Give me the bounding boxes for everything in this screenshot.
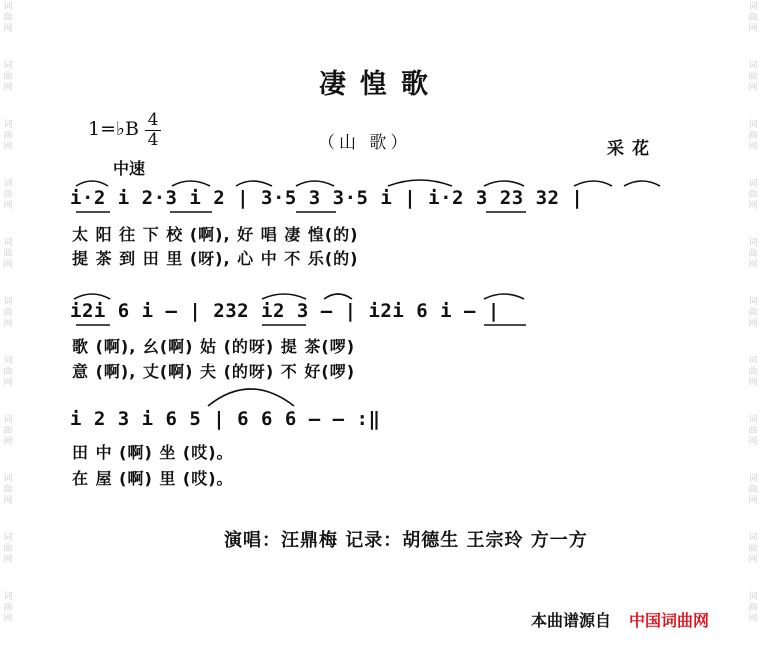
watermark-char: 词 bbox=[748, 592, 758, 602]
watermark-char: 词 bbox=[3, 592, 13, 602]
watermark-char: 词 bbox=[748, 297, 758, 307]
watermark-char: 网 bbox=[3, 260, 13, 270]
genre-label: （山 歌） bbox=[318, 133, 412, 153]
notation-line-1: i·2 i 2·3 i 2 | 3·5 3 3·5 i | i·2 3 23 32 | bbox=[70, 187, 584, 209]
watermark-char: 网 bbox=[748, 24, 758, 34]
notation-line-2: i2i 6 i – | 232 i2 3 – | i2i 6 i – | bbox=[70, 300, 500, 322]
lyric-line-3-verse-2: 在 屋 (啊) 里 (哎)。 bbox=[72, 469, 234, 488]
lyric-line-3-verse-1: 田 中 (啊) 坐 (哎)。 bbox=[72, 443, 234, 462]
watermark-char: 网 bbox=[3, 319, 13, 329]
watermark-char: 曲 bbox=[3, 190, 13, 200]
watermark-char: 曲 bbox=[3, 13, 13, 23]
collector-label: 采花 bbox=[607, 139, 657, 159]
watermark-char: 曲 bbox=[3, 426, 13, 436]
notation-line-3: i 2 3 i 6 5 | 6 6 6 – – :‖ bbox=[70, 408, 381, 430]
watermark-char: 网 bbox=[748, 260, 758, 270]
watermark-char: 网 bbox=[3, 437, 13, 447]
source-site-link[interactable]: 中国词曲网 bbox=[629, 611, 710, 630]
watermark-char: 曲 bbox=[3, 131, 13, 141]
watermark-char: 网 bbox=[748, 555, 758, 565]
key-signature: 1=♭B bbox=[88, 118, 139, 140]
watermark-char: 曲 bbox=[748, 190, 758, 200]
watermark-char: 曲 bbox=[748, 367, 758, 377]
performer-credits: 演唱：汪鼎梅 记录：胡德生 王宗玲 方一方 bbox=[224, 530, 588, 551]
watermark-char: 网 bbox=[3, 24, 13, 34]
watermark-char: 曲 bbox=[748, 544, 758, 554]
lyric-line-1-verse-1: 太 阳 往 下 校 (啊), 好 唱 凄 惶(的) bbox=[72, 225, 359, 244]
watermark-char: 网 bbox=[3, 83, 13, 93]
watermark-char: 网 bbox=[748, 319, 758, 329]
watermark-char: 词 bbox=[748, 179, 758, 189]
watermark-char: 曲 bbox=[3, 544, 13, 554]
lyric-line-1-verse-2: 提 茶 到 田 里 (呀), 心 中 不 乐(的) bbox=[72, 249, 359, 268]
watermark-char: 词 bbox=[3, 120, 13, 130]
watermark-char: 网 bbox=[748, 614, 758, 624]
watermark-char: 词 bbox=[748, 356, 758, 366]
watermark-char: 曲 bbox=[3, 72, 13, 82]
watermark-char: 词 bbox=[3, 238, 13, 248]
watermark-char: 曲 bbox=[748, 131, 758, 141]
watermark-char: 曲 bbox=[748, 308, 758, 318]
watermark-char: 词 bbox=[3, 474, 13, 484]
source-note bbox=[531, 608, 709, 631]
source-prefix: 本曲谱源自 bbox=[531, 611, 612, 630]
watermark-char: 网 bbox=[3, 378, 13, 388]
watermark-char: 曲 bbox=[748, 249, 758, 259]
watermark-char: 词 bbox=[3, 179, 13, 189]
watermark-char: 曲 bbox=[748, 13, 758, 23]
watermark-char: 曲 bbox=[3, 603, 13, 613]
meter-top: 4 bbox=[147, 110, 159, 130]
watermark-char: 词 bbox=[748, 61, 758, 71]
watermark-char: 曲 bbox=[3, 367, 13, 377]
watermark-char: 网 bbox=[3, 142, 13, 152]
watermark-char: 曲 bbox=[3, 308, 13, 318]
watermark-char: 网 bbox=[3, 555, 13, 565]
watermark-char: 网 bbox=[3, 614, 13, 624]
watermark-char: 词 bbox=[748, 120, 758, 130]
watermark-char: 词 bbox=[3, 356, 13, 366]
watermark-char: 网 bbox=[748, 378, 758, 388]
watermark-char: 网 bbox=[748, 437, 758, 447]
lyric-line-2-verse-1: 歌 (啊), 幺(啊) 姑 (的呀) 提 茶(啰) bbox=[72, 337, 356, 356]
watermark-char: 网 bbox=[748, 496, 758, 506]
tempo-marking: 中速 bbox=[113, 159, 146, 178]
watermark-char: 网 bbox=[3, 496, 13, 506]
watermark-char: 曲 bbox=[748, 603, 758, 613]
watermark-char: 词 bbox=[3, 415, 13, 425]
watermark-char: 词 bbox=[748, 533, 758, 543]
watermark-char: 网 bbox=[3, 201, 13, 211]
watermark-char: 词 bbox=[3, 61, 13, 71]
watermark-char: 词 bbox=[3, 533, 13, 543]
page-title: 凄惶歌 bbox=[319, 69, 442, 100]
watermark-char: 曲 bbox=[3, 485, 13, 495]
watermark-char: 曲 bbox=[748, 426, 758, 436]
watermark-char: 词 bbox=[748, 2, 758, 12]
watermark-char: 网 bbox=[748, 83, 758, 93]
lyric-line-2-verse-2: 意 (啊), 丈(啊) 夫 (的呀) 不 好(啰) bbox=[72, 362, 356, 381]
watermark-char: 网 bbox=[748, 142, 758, 152]
watermark-char: 词 bbox=[748, 474, 758, 484]
watermark-char: 曲 bbox=[3, 249, 13, 259]
watermark-char: 词 bbox=[3, 297, 13, 307]
watermark-char: 曲 bbox=[748, 485, 758, 495]
watermark-char: 词 bbox=[748, 238, 758, 248]
watermark-char: 词 bbox=[748, 415, 758, 425]
watermark-char: 曲 bbox=[748, 72, 758, 82]
watermark-char: 网 bbox=[748, 201, 758, 211]
meter-bottom: 4 bbox=[147, 130, 159, 150]
watermark-char: 词 bbox=[3, 2, 13, 12]
